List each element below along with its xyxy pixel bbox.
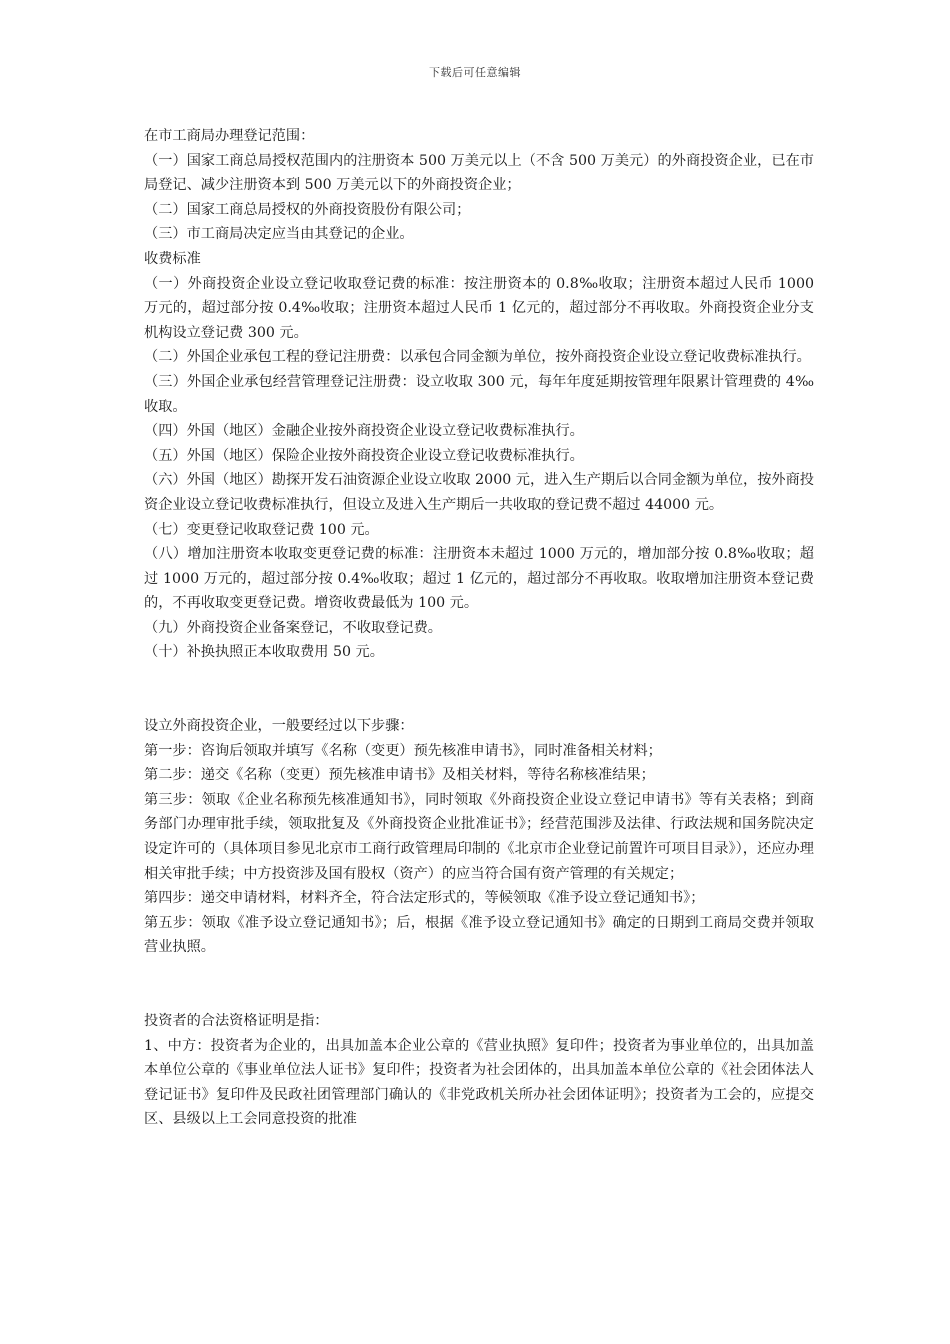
- page-header-note: 下载后可任意编辑: [429, 66, 521, 79]
- scope-item: （三）市工商局决定应当由其登记的企业。: [144, 226, 414, 243]
- fee-item: （二）外国企业承包工程的登记注册费：以承包合同金额为单位，按外商投资企业设立登记收费标准执行。: [144, 349, 811, 366]
- scope-item: （一）国家工商总局授权范围内的注册资本 500 万美元以上（不含 500 万美元）的外商投资企业，已在市局登记、减少注册资本到 500 万美元以下的外商投资企业；: [144, 152, 814, 194]
- steps-title: 设立外商投资企业，一般要经过以下步骤：: [144, 718, 414, 735]
- step-item: 第一步：咨询后领取并填写《名称（变更）预先核准申请书》，同时准备相关材料；: [144, 742, 662, 759]
- section-spacer: [144, 665, 814, 714]
- fee-item: （十）补换执照正本收取费用 50 元。: [144, 644, 384, 661]
- fee-item: （四）外国（地区）金融企业按外商投资企业设立登记收费标准执行。: [144, 423, 584, 440]
- fee-item: （八）增加注册资本收取变更登记费的标准：注册资本未超过 1000 万元的，增加部分按 0.8‰收取；超过 1000 万元的，超过部分按 0.4‰收取；超过 1 亿元的，超过部分不再收取。收取增加注册资本登记费的，不再收取变更登记费。增资收费最低为 100 元。: [144, 546, 814, 612]
- step-item: 第五步：领取《准予设立登记通知书》；后，根据《准予设立登记通知书》确定的日期到工商局交费并领取营业执照。: [144, 914, 814, 956]
- qualification-item: 1、中方：投资者为企业的，出具加盖本企业公章的《营业执照》复印件；投资者为事业单位的，出具加盖本单位公章的《事业单位法人证书》复印件；投资者为社会团体的，出具加盖本单位公章的《社会团体法人登记证书》复印件及民政社团管理部门确认的《非党政机关所办社会团体证明》；投资者为工会的，应提交区、县级以上工会同意投资的批准: [144, 1037, 814, 1128]
- fee-item: （六）外国（地区）勘探开发石油资源企业设立收取 2000 元，进入生产期后以合同金额为单位，按外商投资企业设立登记收费标准执行，但设立及进入生产期后一共收取的登记费不超过 44000 元。: [144, 472, 814, 513]
- fees-title: 收费标准: [144, 250, 201, 267]
- fee-item: （一）外商投资企业设立登记收取登记费的标准：按注册资本的 0.8‰收取；注册资本超过人民币 1000 万元的，超过部分按 0.4‰收取；注册资本超过人民币 1 亿元的，超过部分不再收取。外商投资企业分支机构设立登记费 300 元。: [144, 275, 814, 341]
- step-item: 第四步：递交申请材料，材料齐全，符合法定形式的，等候领取《准予设立登记通知书》；: [144, 890, 705, 907]
- section-spacer: [144, 960, 814, 1009]
- fee-item: （五）外国（地区）保险企业按外商投资企业设立登记收费标准执行。: [144, 447, 584, 464]
- document-body: [144, 124, 814, 1132]
- qualification-title: 投资者的合法资格证明是指：: [144, 1013, 329, 1029]
- fee-item: （七）变更登记收取登记费 100 元。: [144, 521, 379, 538]
- step-item: 第二步：递交《名称（变更）预先核准申请书》及相关材料，等待名称核准结果；: [144, 767, 655, 784]
- step-item: 第三步：领取《企业名称预先核准通知书》，同时领取《外商投资企业设立登记申请书》等有关表格；到商务部门办理审批手续，领取批复及《外商投资企业批准证书》；经营范围涉及法律、行政法规和国务院决定设定许可的（具体项目参见北京市工商行政管理局印制的《北京市企业登记前置许可项目目录》），还应办理相关审批手续；中方投资涉及国有股权（资产）的应当符合国有资产管理的有关规定；: [144, 791, 814, 882]
- scope-item: （二）国家工商总局授权的外商投资股份有限公司；: [144, 201, 471, 218]
- fee-item: （九）外商投资企业备案登记，不收取登记费。: [144, 619, 442, 636]
- scope-title: 在市工商局办理登记范围：: [144, 128, 315, 144]
- fee-item: （三）外国企业承包经营管理登记注册费：设立收取 300 元，每年年度延期按管理年限累计管理费的 4‰收取。: [144, 373, 814, 415]
